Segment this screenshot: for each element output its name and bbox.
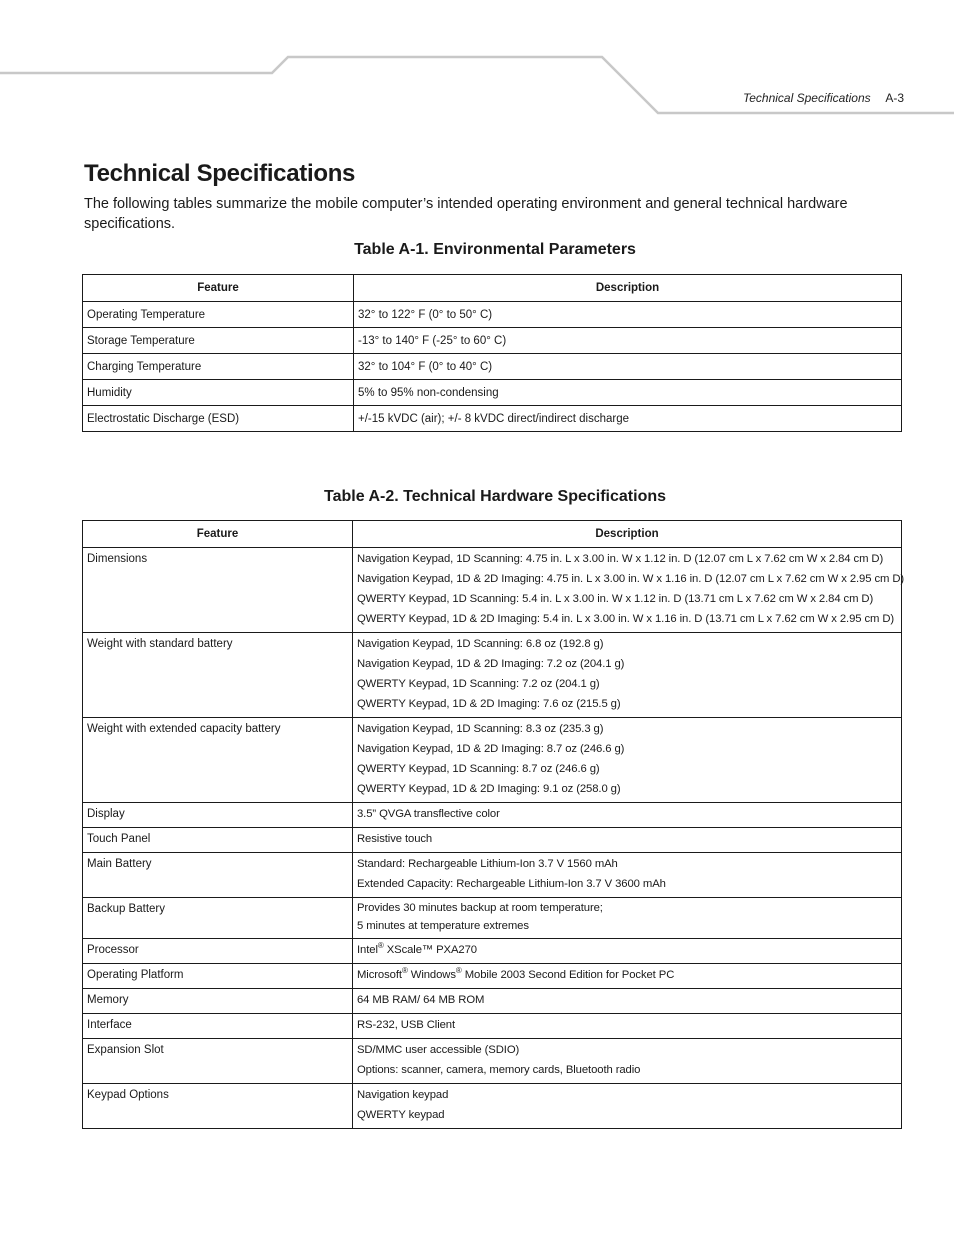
table-row: [83, 828, 902, 853]
description-text: Microsoft: [357, 969, 402, 981]
feature-cell: Processor: [83, 939, 353, 964]
description-line: [357, 965, 897, 985]
registered-mark: ®: [377, 941, 384, 951]
feature-cell: Humidity: [83, 380, 354, 406]
description-line: Navigation Keypad, 1D Scanning: 4.75 in. L x 3.00 in. W x 1.12 in. D (12.07 cm L x 7.62 cm W x 2.84 cm D): [357, 553, 884, 565]
registered-mark: ®: [401, 966, 408, 976]
description-cell: [353, 718, 902, 803]
section-title: Technical Specifications: [84, 160, 356, 187]
page-number: A-3: [885, 91, 904, 105]
table-row: [83, 328, 902, 354]
description-text: XScale™ PXA270: [383, 944, 477, 956]
description-cell: [353, 633, 902, 718]
description-cell: [353, 1014, 902, 1039]
description-line: 5 minutes at temperature extremes: [357, 920, 529, 932]
description-header: Description: [354, 275, 902, 302]
description-cell: [353, 1039, 902, 1084]
table-row: [83, 964, 902, 989]
feature-cell: Memory: [83, 989, 353, 1014]
registered-mark: ®: [455, 966, 462, 976]
description-cell: 5% to 95% non-condensing: [354, 380, 902, 406]
description-cell: [353, 898, 902, 939]
feature-cell: Weight with standard battery: [83, 633, 353, 718]
description-line: Extended Capacity: Rechargeable Lithium-Ion 3.7 V 3600 mAh: [357, 878, 666, 890]
description-cell: [353, 964, 902, 989]
description-cell: -13° to 140° F (-25° to 60° C): [354, 328, 902, 354]
feature-cell: Expansion Slot: [83, 1039, 353, 1084]
table-row: [83, 302, 902, 328]
description-line: QWERTY Keypad, 1D Scanning: 7.2 oz (204.1 g): [357, 678, 600, 690]
table-row: [83, 803, 902, 828]
hardware-specifications-table: [82, 520, 905, 1129]
description-line: SD/MMC user accessible (SDIO): [357, 1044, 520, 1056]
description-text: Intel: [357, 944, 378, 956]
table-a2-caption: Table A-2. Technical Hardware Specifications: [323, 488, 667, 505]
description-cell: 32° to 104° F (0° to 40° C): [354, 354, 902, 380]
table-row: [83, 1084, 902, 1129]
feature-cell: Main Battery: [83, 853, 353, 898]
table-row: [83, 939, 902, 964]
table-row: [83, 853, 902, 898]
table-row: [83, 633, 902, 718]
description-line: Navigation Keypad, 1D & 2D Imaging: 4.75 in. L x 3.00 in. W x 1.16 in. D (12.07 cm L x 7.62 cm W x 2.95 cm D): [357, 573, 905, 585]
description-line: Provides 30 minutes backup at room temperature;: [357, 902, 603, 914]
feature-cell: Display: [83, 803, 353, 828]
description-line: QWERTY Keypad, 1D & 2D Imaging: 5.4 in. L x 3.00 in. W x 1.16 in. D (13.71 cm L x 7.62 cm W x 2.95 cm D): [357, 613, 895, 625]
description-cell: 32° to 122° F (0° to 50° C): [354, 302, 902, 328]
feature-cell: Dimensions: [83, 548, 353, 633]
table-header-row: [83, 521, 902, 548]
description-line: Resistive touch: [357, 833, 433, 845]
feature-cell: Interface: [83, 1014, 353, 1039]
description-cell: [353, 1084, 902, 1129]
description-line: QWERTY keypad: [357, 1109, 445, 1121]
feature-cell: Touch Panel: [83, 828, 353, 853]
running-head: [743, 91, 904, 105]
description-line: QWERTY Keypad, 1D Scanning: 5.4 in. L x 3.00 in. W x 1.12 in. D (13.71 cm L x 7.62 cm W x 2.84 cm D): [357, 593, 874, 605]
table-row: [83, 1014, 902, 1039]
intro-paragraph: The following tables summarize the mobile computer’s intended operating environment and general technical hardware specifications.: [84, 196, 848, 232]
description-cell: [353, 803, 902, 828]
feature-cell: Keypad Options: [83, 1084, 353, 1129]
description-line: Options: scanner, camera, memory cards, Bluetooth radio: [357, 1064, 641, 1076]
table-row: [83, 380, 902, 406]
table-row: [83, 406, 902, 432]
description-text: Mobile 2003 Second Edition for Pocket PC: [461, 969, 675, 981]
description-line: Navigation Keypad, 1D Scanning: 6.8 oz (192.8 g): [357, 638, 604, 650]
description-line: Navigation keypad: [357, 1089, 449, 1101]
feature-cell: Weight with extended capacity battery: [83, 718, 353, 803]
description-line: QWERTY Keypad, 1D & 2D Imaging: 9.1 oz (258.0 g): [357, 783, 621, 795]
feature-cell: Charging Temperature: [83, 354, 354, 380]
description-line: QWERTY Keypad, 1D & 2D Imaging: 7.6 oz (215.5 g): [357, 698, 621, 710]
description-line: QWERTY Keypad, 1D Scanning: 8.7 oz (246.6 g): [357, 763, 600, 775]
description-cell: [353, 939, 902, 964]
description-header: Description: [353, 521, 902, 548]
description-line: Standard: Rechargeable Lithium-Ion 3.7 V 1560 mAh: [357, 858, 618, 870]
description-line: 3.5” QVGA transflective color: [357, 808, 500, 820]
feature-header: Feature: [83, 521, 353, 548]
description-cell: +/-15 kVDC (air); +/- 8 kVDC direct/indirect discharge: [354, 406, 902, 432]
table-header-row: [83, 275, 902, 302]
feature-header: Feature: [83, 275, 354, 302]
description-cell: [353, 828, 902, 853]
table-row: [83, 354, 902, 380]
description-line: Navigation Keypad, 1D & 2D Imaging: 7.2 oz (204.1 g): [357, 658, 625, 670]
table-row: [83, 548, 902, 633]
feature-cell: Electrostatic Discharge (ESD): [83, 406, 354, 432]
environmental-parameters-table: [82, 274, 902, 432]
table-row: [83, 718, 902, 803]
table-row: [83, 898, 902, 939]
description-cell: [353, 853, 902, 898]
table-row: [83, 1039, 902, 1084]
feature-cell: Storage Temperature: [83, 328, 354, 354]
description-cell: [353, 989, 902, 1014]
description-line: 64 MB RAM/ 64 MB ROM: [357, 994, 485, 1006]
description-line: Navigation Keypad, 1D Scanning: 8.3 oz (235.3 g): [357, 723, 604, 735]
description-line: [357, 940, 897, 960]
running-head-title: Technical Specifications: [743, 91, 871, 105]
description-cell: [353, 548, 905, 633]
description-line: RS-232, USB Client: [357, 1019, 456, 1031]
feature-cell: Backup Battery: [83, 898, 353, 939]
feature-cell: Operating Temperature: [83, 302, 354, 328]
description-line: Navigation Keypad, 1D & 2D Imaging: 8.7 oz (246.6 g): [357, 743, 625, 755]
table-row: [83, 989, 902, 1014]
feature-cell: Operating Platform: [83, 964, 353, 989]
table-a1-caption: Table A-1. Environmental Parameters: [354, 241, 636, 258]
description-text: Windows: [407, 969, 456, 981]
